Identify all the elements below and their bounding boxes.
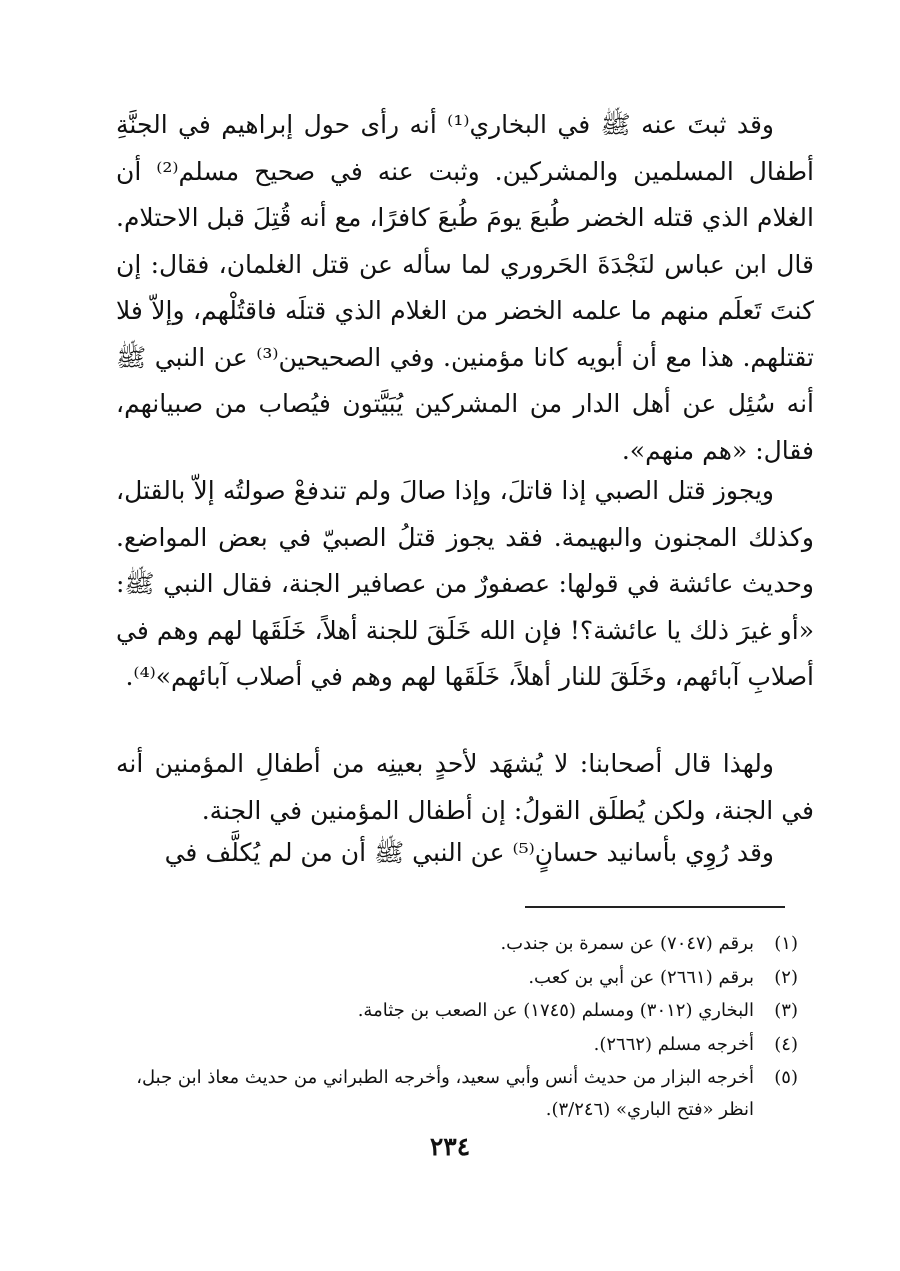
footnote-item (116, 928, 798, 960)
footnote-item (116, 995, 798, 1027)
footnote-item (116, 1062, 798, 1125)
footnote-number: (٣) (774, 1000, 798, 1021)
page-number: ٢٣٤ (429, 1132, 471, 1161)
footnote-number: (٤) (774, 1033, 798, 1055)
footnote-item (116, 962, 798, 994)
footnote-text: أخرجه مسلم (٢٦٦٢). (593, 1033, 754, 1055)
footnote-text: أخرجه البزار من حديث أنس وأبي سعيد، وأخرجه الطبراني من حديث معاذ ابن جبل، انظر «فتح الباري» (٣/٢٤٦). (136, 1067, 754, 1120)
footnote-number: (٥) (774, 1067, 798, 1088)
paragraph-text: ولهذا قال أصحابنا: لا يُشهَد لأحدٍ بعينِه من أطفالِ المؤمنين أنه في الجنة، ولكن يُطلَق القولُ: إن أطفال المؤمنين في الجنة. (116, 749, 814, 825)
footnotes (116, 928, 798, 1127)
footnote-divider (525, 906, 785, 908)
footnote-number: (٢) (774, 966, 798, 988)
footnote-text: برقم (٧٠٤٧) عن سمرة بن جندب. (500, 933, 754, 954)
paragraph-text: ويجوز قتل الصبي إذا قاتلَ، وإذا صالَ ولم تندفعْ صولتُه إلاّ بالقتل، وكذلك المجنون والبهيمة. فقد يجوز قتلُ الصبيّ في بعض المواضع. وحديث عائشة في قولها: عصفورٌ من عصافير الجنة، فقال النبي ﷺ: «أو غيرَ ذلك يا عائشة؟! فإن الله خَلَقَ للجنة أهلاً، خَلَقَها لهم وهم في أصلابِ آبائهم، وخَلَقَ للنار أهلاً، خَلَقَها لهم وهم في أصلاب آبائهم»⁽⁴⁾. (116, 476, 814, 691)
paragraph-text: وقد ثبتَ عنه ﷺ في البخاري⁽¹⁾ أنه رأى حول إبراهيم في الجنَّةِ أطفال المسلمين والمشركين. وثبت عنه في صحيح مسلم⁽²⁾ أن الغلام الذي قتله الخضر طُبعَ يومَ طُبعَ كافرًا، مع أنه قُتِلَ قبل الاحتلام. قال ابن عباس لنَجْدَةَ الحَروري لما سأله عن قتل الغلمان، فقال: إن كنتَ تَعلَم منهم ما علمه الخضر من الغلام الذي قتلَه فاقتُلْهم، وإلاّ فلا تقتلهم. هذا مع أن أبويه كانا مؤمنين. وفي الصحيحين⁽³⁾ عن النبي ﷺ أنه سُئِل عن أهل الدار من المشركين يُبَيَّتون فيُصاب من صبيانهم، فقال: «هم منهم». (116, 110, 814, 465)
body-paragraph-3 (116, 741, 814, 834)
body-paragraph-2 (116, 468, 814, 701)
footnote-number: (١) (774, 933, 798, 954)
body-paragraph-1 (116, 102, 814, 474)
footnote-item (116, 1029, 798, 1061)
footnote-text: البخاري (٣٠١٢) ومسلم (١٧٤٥) عن الصعب بن جثامة. (357, 1000, 754, 1021)
footnote-text: برقم (٢٦٦١) عن أبي بن كعب. (528, 966, 754, 988)
paragraph-text: وقد رُوِي بأسانيد حسانٍ⁽⁵⁾ عن النبي ﷺ أن من لم يُكلَّف في (164, 838, 774, 867)
body-paragraph-4 (116, 830, 814, 877)
